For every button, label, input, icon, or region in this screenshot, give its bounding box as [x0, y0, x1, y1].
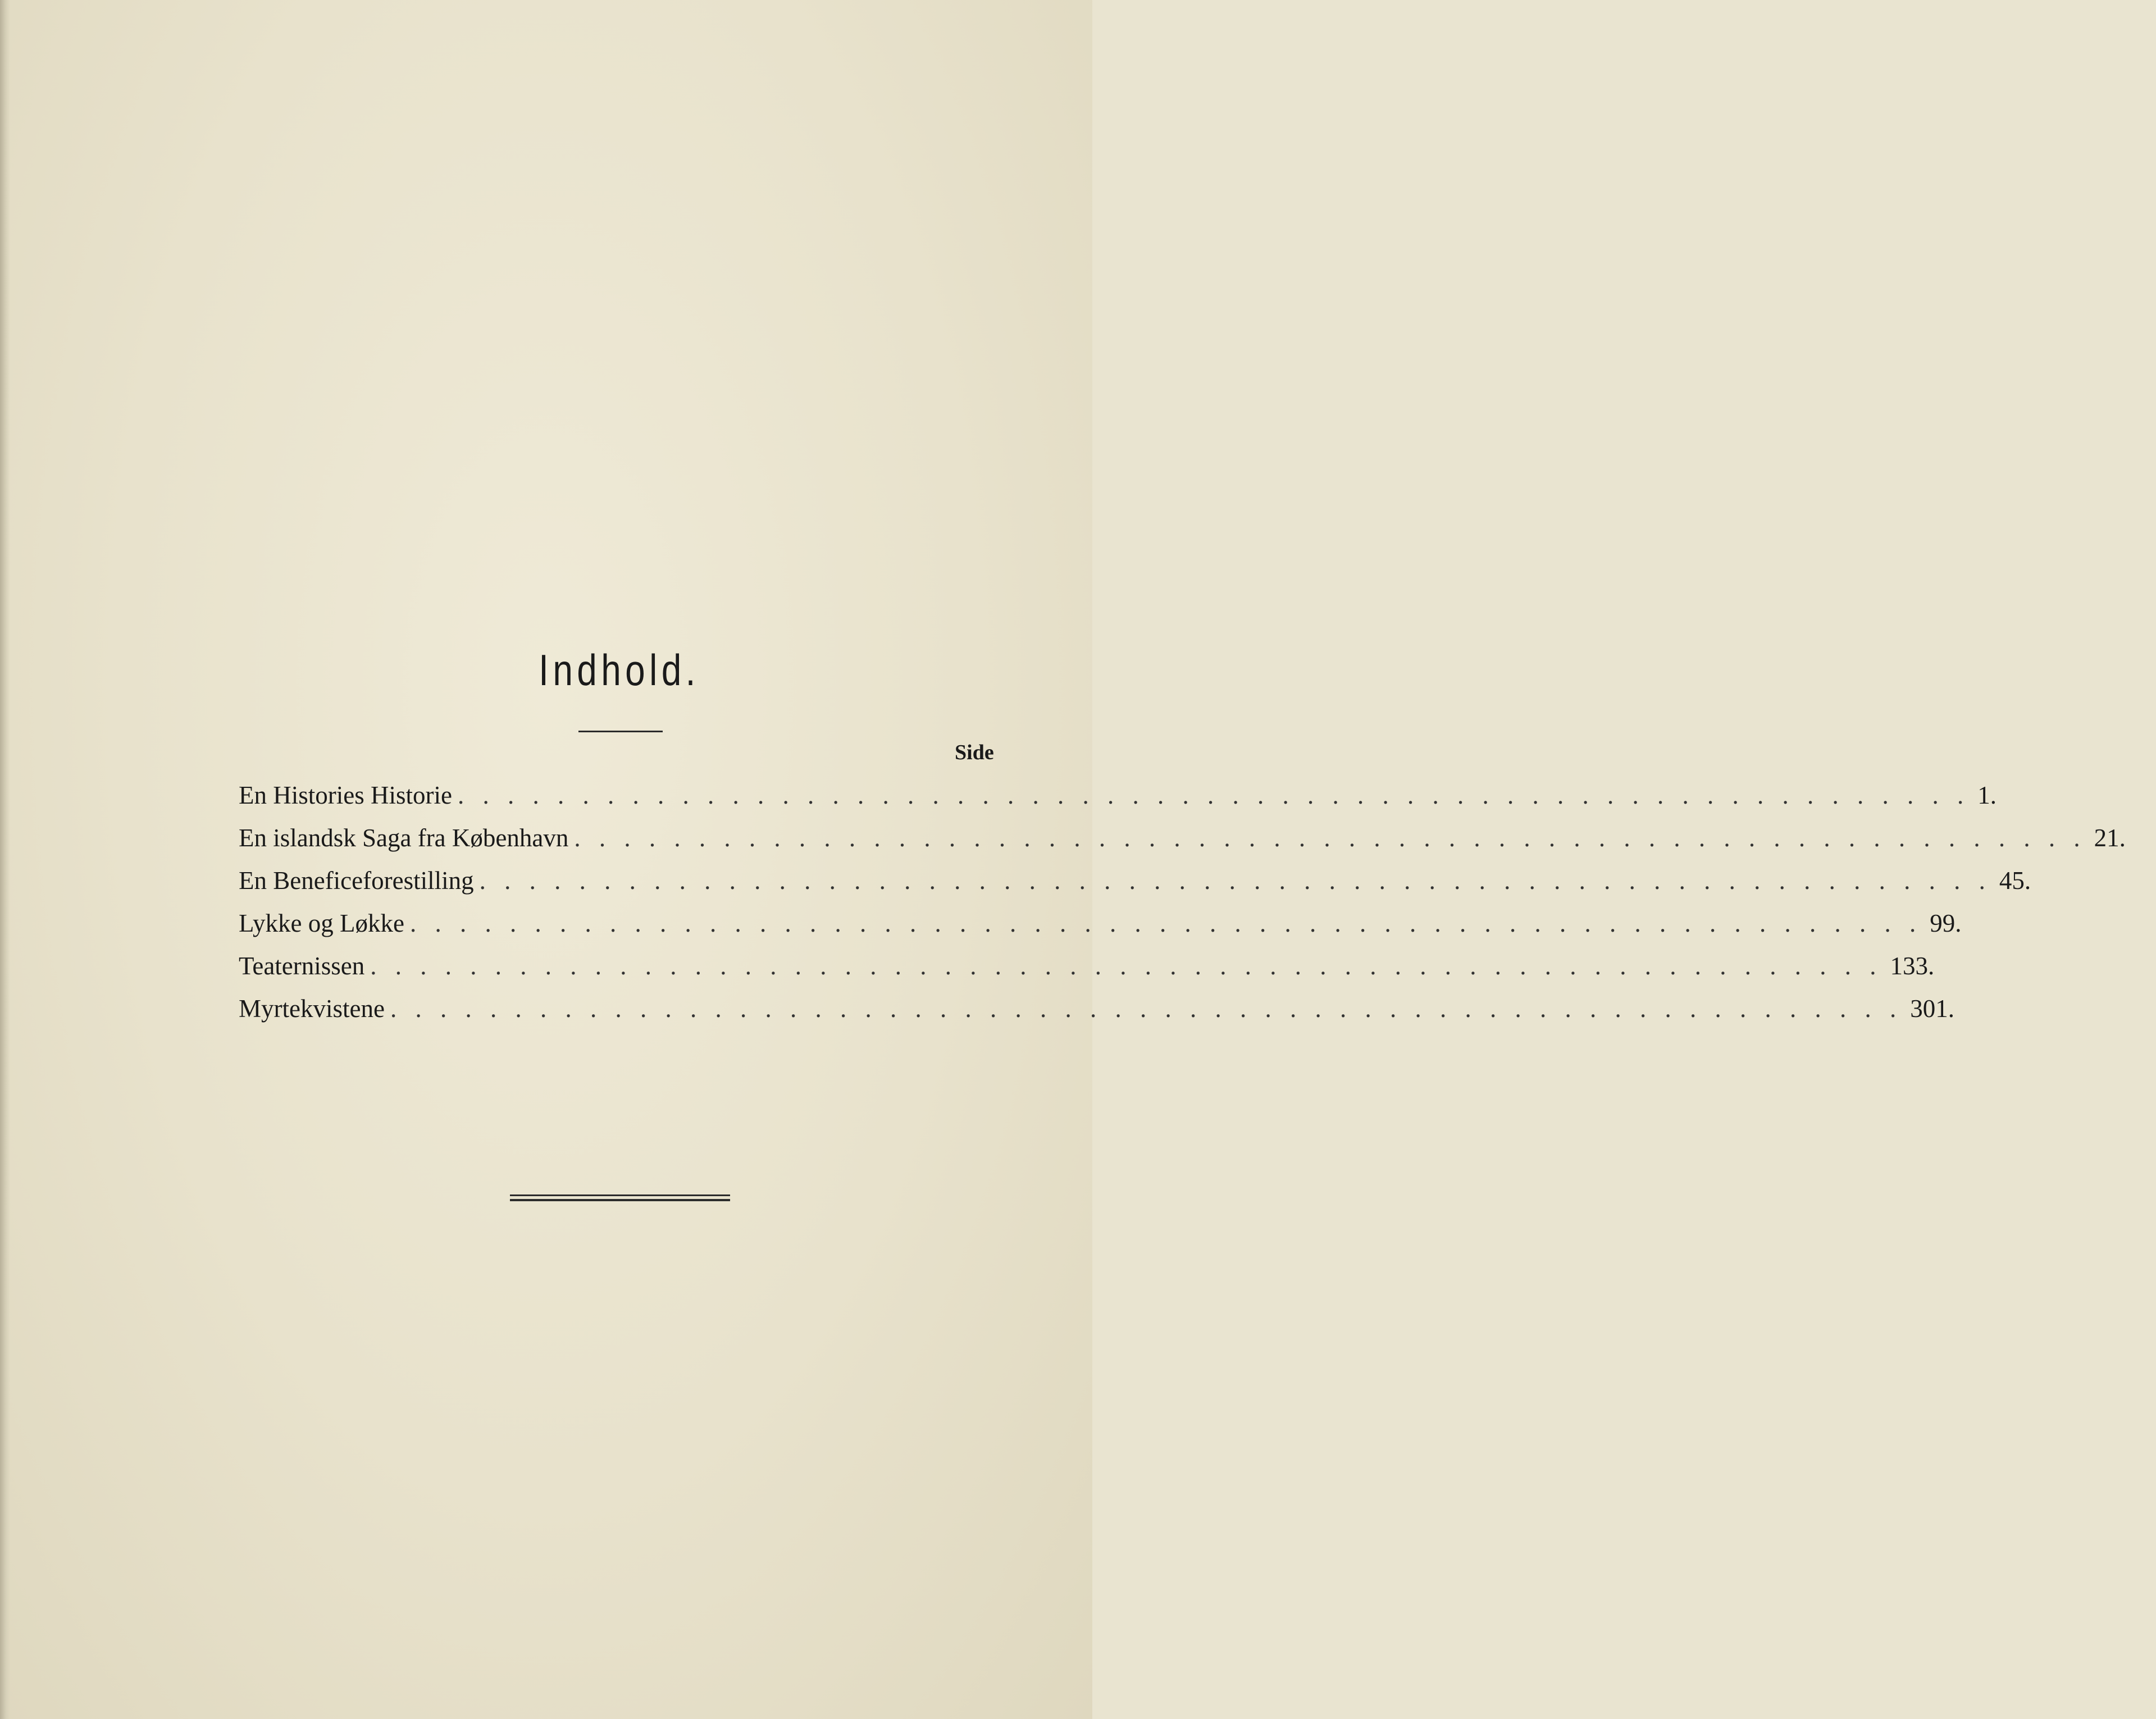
toc-leader-dots: . . . . . . . . . . . . . . . . . . . . . . . . . . . . . . . . . . . . . . . . . . . . . . . . . . . . . . . . . . . . .: [370, 952, 1882, 980]
title-rule: [578, 731, 663, 732]
toc-leader-dots: . . . . . . . . . . . . . . . . . . . . . . . . . . . . . . . . . . . . . . . . . . . . . . . . . . . . . . . . . . . . .: [479, 867, 1991, 895]
toc-leader-dots: . . . . . . . . . . . . . . . . . . . . . . . . . . . . . . . . . . . . . . . . . . . . . . . . . . . . . . . . . . . . .: [457, 781, 1970, 809]
toc-entry: [239, 945, 1935, 987]
toc-entry: [239, 859, 2031, 902]
toc-entry: [239, 902, 1962, 945]
toc-entry-page: 1.: [1977, 781, 1997, 809]
toc-leader-dots: . . . . . . . . . . . . . . . . . . . . . . . . . . . . . . . . . . . . . . . . . . . . . . . . . . . . . . . . . . . . .: [574, 824, 2086, 852]
toc-entry-page: 133.: [1890, 952, 1935, 980]
toc-entry-title: En islandsk Saga fra København: [239, 824, 569, 852]
page-edge-shadow: [0, 0, 10, 1719]
toc-entry-title: En Histories Historie: [239, 781, 452, 809]
table-of-contents: [239, 774, 2126, 1030]
toc-entry-title: En Beneficeforestilling: [239, 867, 474, 895]
toc-entry-page: 21.: [2094, 824, 2126, 852]
toc-entry-title: Teaternissen: [239, 952, 365, 980]
end-double-rule: [510, 1194, 730, 1201]
toc-entry-title: Lykke og Løkke: [239, 909, 404, 937]
toc-entry-page: 301.: [1910, 995, 1954, 1023]
toc-entry: [239, 774, 1997, 817]
toc-entry-page: 99.: [1930, 909, 1962, 937]
end-rule-thin: [510, 1194, 730, 1196]
toc-entry-title: Myrtekvistene: [239, 995, 385, 1023]
toc-entry-page: 45.: [1999, 867, 2031, 895]
toc-entry: [239, 987, 1954, 1030]
toc-leader-dots: . . . . . . . . . . . . . . . . . . . . . . . . . . . . . . . . . . . . . . . . . . . . . . . . . . . . . . . . . . . . .: [390, 995, 1903, 1023]
toc-leader-dots: . . . . . . . . . . . . . . . . . . . . . . . . . . . . . . . . . . . . . . . . . . . . . . . . . . . . . . . . . . . . .: [409, 909, 1922, 937]
page-column-label: Side: [955, 741, 994, 764]
toc-entry: [239, 817, 2126, 859]
page-title: Indhold.: [539, 645, 700, 695]
end-rule-thick: [510, 1199, 730, 1201]
